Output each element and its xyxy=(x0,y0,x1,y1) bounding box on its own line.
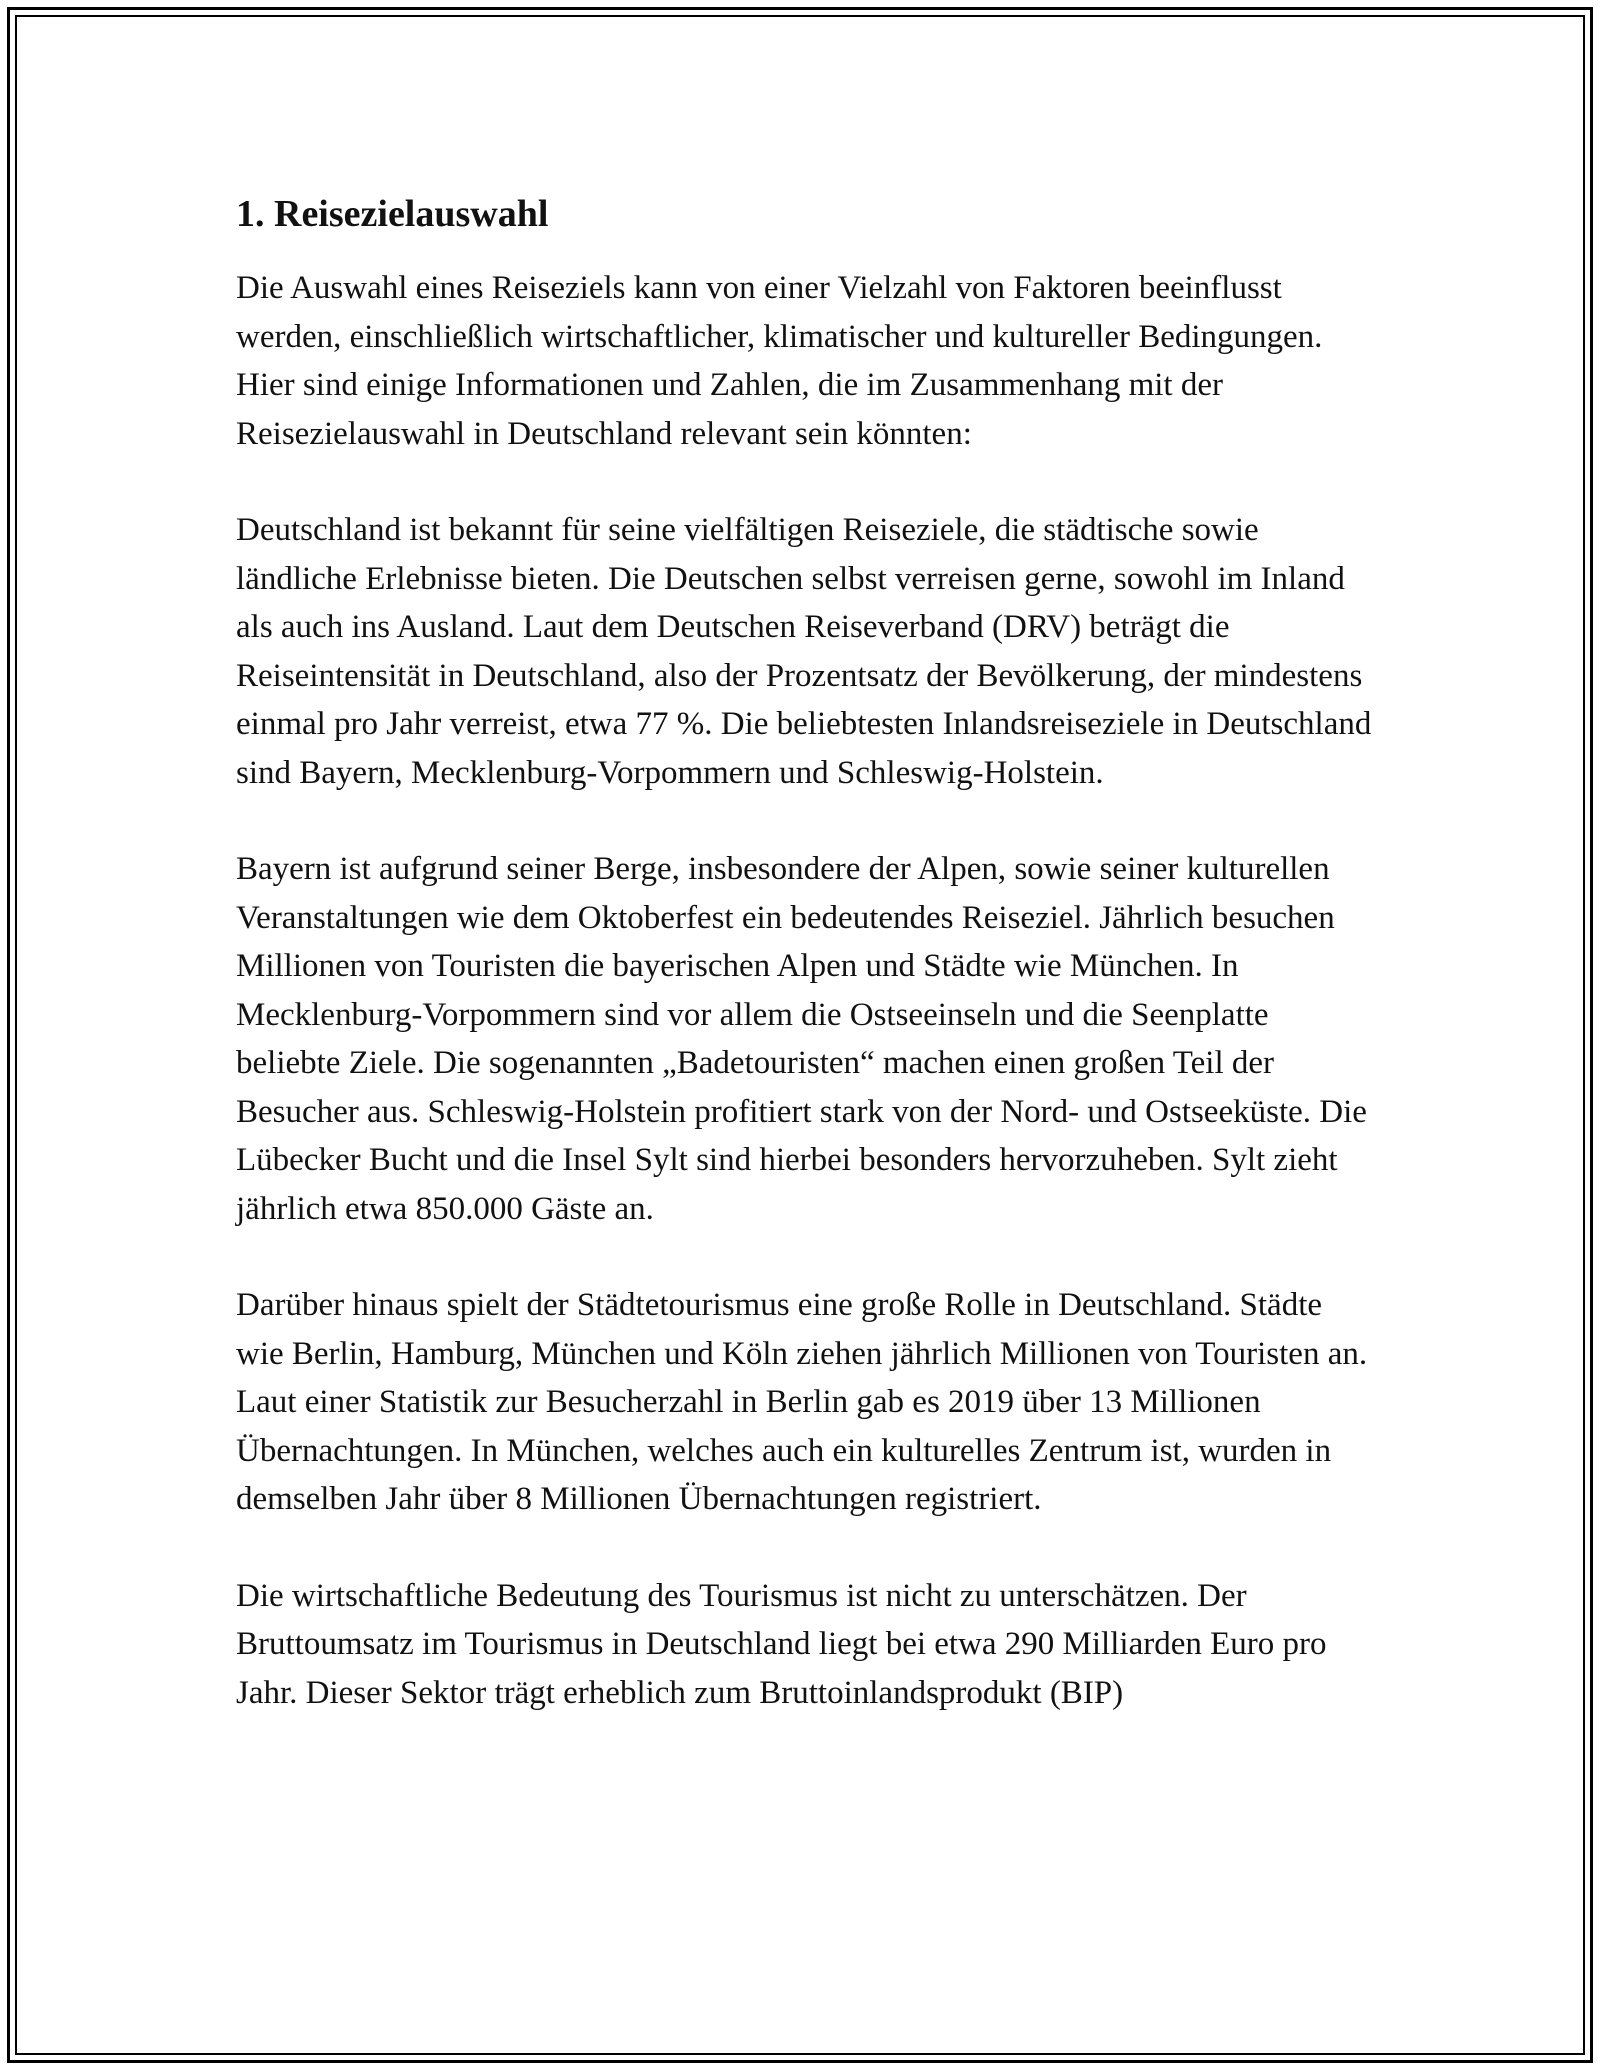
document-body xyxy=(236,188,1376,1765)
paragraph-city-tourism: Darüber hinaus spielt der Städtetourismus eine große Rolle in Deutschland. Städte wie Berlin, Hamburg, München und Köln ziehen jährlich Millionen von Touristen an. Laut einer Statistik zur Besucherzahl in Berlin gab es 2019 über 13 Millionen Übernachtungen. In München, welches auch ein kulturelles Zentrum ist, wurden in demselben Jahr über 8 Millionen Übernachtungen registriert. xyxy=(236,1287,1368,1517)
paragraph-bavaria-regions: Bayern ist aufgrund seiner Berge, insbesondere der Alpen, sowie seiner kulturellen Veranstaltungen wie dem Oktoberfest ein bedeutendes Reiseziel. Jährlich besuchen Millionen von Touristen die bayerischen Alpen und Städte wie München. In Mecklenburg-Vorpommern sind vor allem die Ostseeinseln und die Seenplatte beliebte Ziele. Die sogenannten „Badetouristen“ machen einen großen Teil der Besucher aus. Schleswig-Holstein profitiert stark von der Nord- und Ostseeküste. Die Lübecker Bucht und die Insel Sylt sind hierbei besonders hervorzuheben. Sylt zieht jährlich etwa 850.000 Gäste an. xyxy=(236,851,1367,1227)
paragraph-economic-importance: Die wirtschaftliche Bedeutung des Tourismus ist nicht zu unterschätzen. Der Bruttoumsatz im Tourismus in Deutschland liegt bei etwa 290 Milliarden Euro pro Jahr. Dieser Sektor trägt erheblich zum Bruttoinlandsprodukt (BIP) xyxy=(236,1577,1327,1711)
paragraph-intro: Die Auswahl eines Reiseziels kann von einer Vielzahl von Faktoren beeinflusst werden, einschließlich wirtschaftlicher, klimatischer und kultureller Bedingungen. Hier sind einige Informationen und Zahlen, die im Zusammenhang mit der Reisezielauswahl in Deutschland relevant sein könnten: xyxy=(236,270,1323,452)
section-heading: 1. Reisezielauswahl xyxy=(236,193,549,235)
paragraph-germany-destinations: Deutschland ist bekannt für seine vielfältigen Reiseziele, die städtische sowie ländliche Erlebnisse bieten. Die Deutschen selbst verreisen gerne, sowohl im Inland als auch ins Ausland. Laut dem Deutschen Reiseverband (DRV) beträgt die Reiseintensität in Deutschland, also der Prozentsatz der Bevölkerung, der mindestens einmal pro Jahr verreist, etwa 77 %. Die beliebtesten Inlandsreiseziele in Deutschland sind Bayern, Mecklenburg-Vorpommern und Schleswig-Holstein. xyxy=(236,512,1372,791)
